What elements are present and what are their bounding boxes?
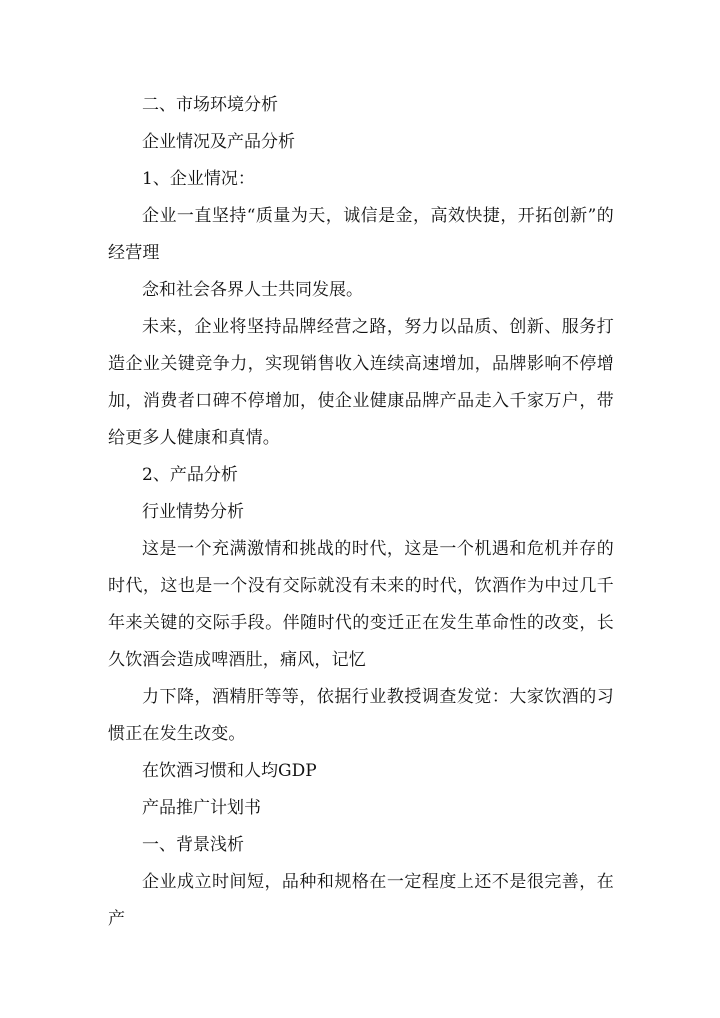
subheading-company-situation: 1、企业情况： xyxy=(142,169,255,189)
paragraph-gdp: 在饮酒习惯和人均GDP xyxy=(142,761,317,781)
section-heading-market-analysis: 二、市场环境分析 xyxy=(142,95,278,115)
subheading-product-analysis: 2、产品分析 xyxy=(142,465,238,485)
paragraph-era: 这是一个充满激情和挑战的时代，这是一个机遇和危机并存的时代，这也是一个没有交际就没有未来的时代，饮酒作为中过几千年来关键的交际手段。伴随时代的变迁正在发生革命性的改变，长久饮酒会造成啤酒肚，痛风，记忆 xyxy=(108,539,614,670)
document-body xyxy=(108,87,614,938)
heading-background: 一、背景浅析 xyxy=(142,835,244,855)
heading-promotion-plan: 产品推广计划书 xyxy=(142,798,261,818)
paragraph-future: 未来，企业将坚持品牌经营之路，努力以品质、创新、服务打造企业关键竞争力，实现销售收入连续高速增加，品牌影响不停增加，消费者口碑不停增加，使企业健康品牌产品走入千家万户，带给更多人健康和真情。 xyxy=(108,317,614,448)
subheading-industry-trend: 行业情势分析 xyxy=(142,502,244,522)
paragraph-company-short-history: 企业成立时间短，品种和规格在一定程度上还不是很完善，在产 xyxy=(108,872,614,929)
paragraph-company-philosophy: 企业一直坚持“质量为天，诚信是金，高效快捷，开拓创新”的经营理 xyxy=(108,206,614,263)
subheading-company-product: 企业情况及产品分析 xyxy=(142,132,295,152)
paragraph-drinking-habits: 力下降，酒精肝等等，依据行业教授调查发觉：大家饮酒的习惯正在发生改变。 xyxy=(108,687,614,744)
paragraph-development: 念和社会各界人士共同发展。 xyxy=(142,280,363,300)
